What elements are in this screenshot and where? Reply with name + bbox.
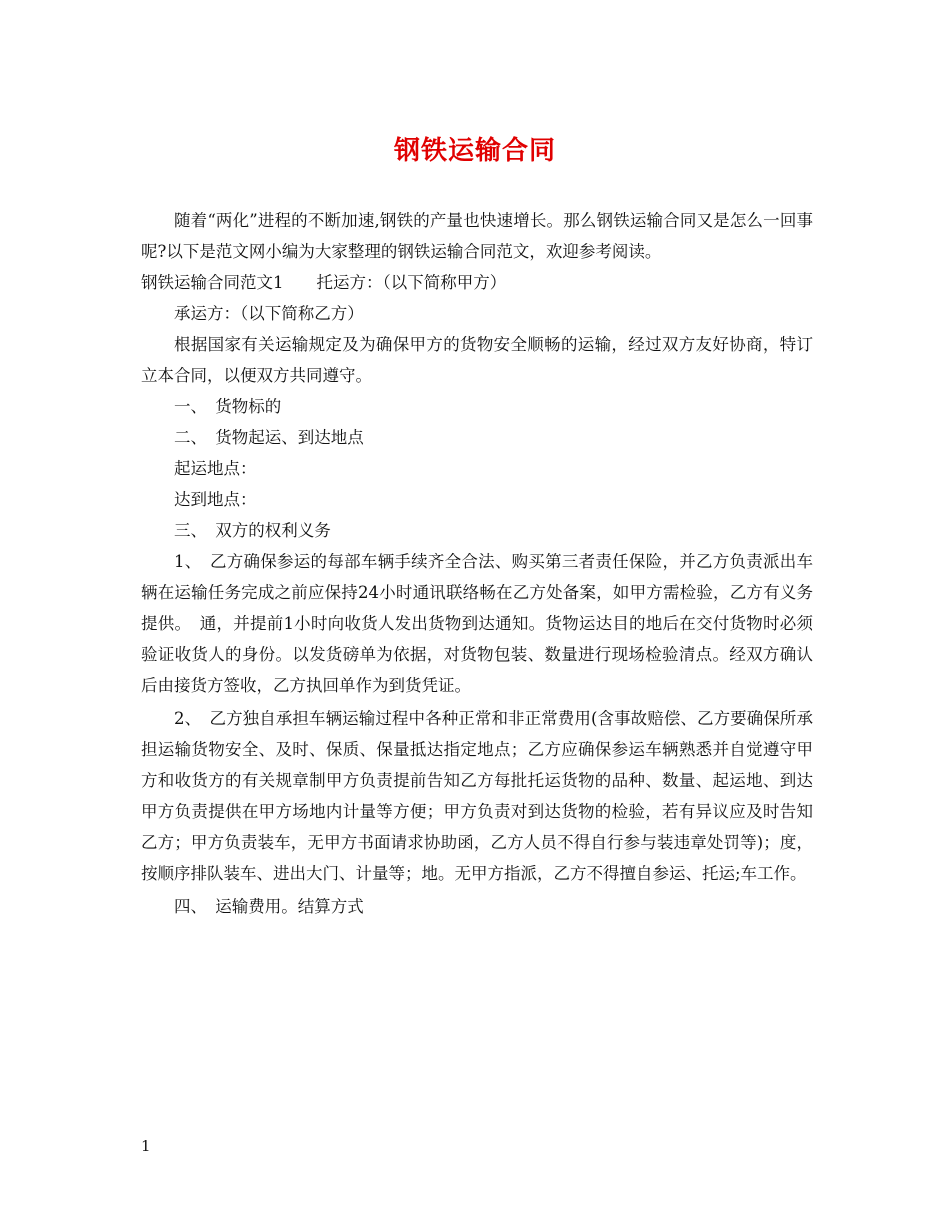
- field-destination: 达到地点：: [174, 490, 257, 509]
- paragraph-preamble: 根据国家有关运输规定及为确保甲方的货物安全顺畅的运输，经过双方友好协商，特订立本合同，以便双方共同遵守。: [141, 335, 813, 385]
- document-title: 钢铁运输合同: [393, 136, 556, 166]
- section-heading-2: 二、 货物起运、到达地点: [174, 428, 364, 447]
- section-heading-4: 四、 运输费用。结算方式: [174, 897, 364, 916]
- section-heading-3: 三、 双方的权利义务: [174, 521, 331, 540]
- section-heading-1: 一、 货物标的: [174, 397, 282, 416]
- paragraph-parties-carrier: 承运方：（以下简称乙方）: [174, 304, 364, 323]
- paragraph-intro: 随着“两化”进程的不断加速,钢铁的产量也快速增长。那么钢铁运输合同又是怎么一回事呢?以下是范文网小编为大家整理的钢铁运输合同范文，欢迎参考阅读。: [141, 211, 813, 261]
- clause-2: 2、 乙方独自承担车辆运输过程中各种正常和非正常费用(含事故赔偿、乙方要确保所承担运输货物安全、及时、保质、保量抵达指定地点；乙方应确保参运车辆熟悉并自觉遵守甲方和收货方的有关规章制甲方负责提前告知乙方每批托运货物的品种、数量、起运地、到达甲方负责提供在甲方场地内计量等方便；甲方负责对到达货物的检验，若有异议应及时告知乙方；甲方负责装车，无甲方书面请求协助函，乙方人员不得自行参与装违章处罚等)；度，按顺序排队装车、进出大门、计量等；地。无甲方指派，乙方不得擅自参运、托运;车工作。: [141, 709, 813, 883]
- document-body: [141, 205, 813, 922]
- clause-1: 1、 乙方确保参运的每部车辆手续齐全合法、购买第三者责任保险，并乙方负责派出车辆在运输任务完成之前应保持24小时通讯联络畅在乙方处备案，如甲方需检验，乙方有义务提供。 通，并提前1小时向收货人发出货物到达通知。货物运达目的地后在交付货物时必须验证收货人的身份。以发货磅单为依据，对货物包装、数量进行现场检验清点。经双方确认后由接货方签收，乙方执回单作为到货凭证。: [141, 552, 813, 695]
- paragraph-parties-shipper: 钢铁运输合同范文1 托运方：（以下简称甲方）: [141, 273, 507, 292]
- page-number: 1: [141, 1137, 151, 1155]
- field-origin: 起运地点：: [174, 459, 257, 478]
